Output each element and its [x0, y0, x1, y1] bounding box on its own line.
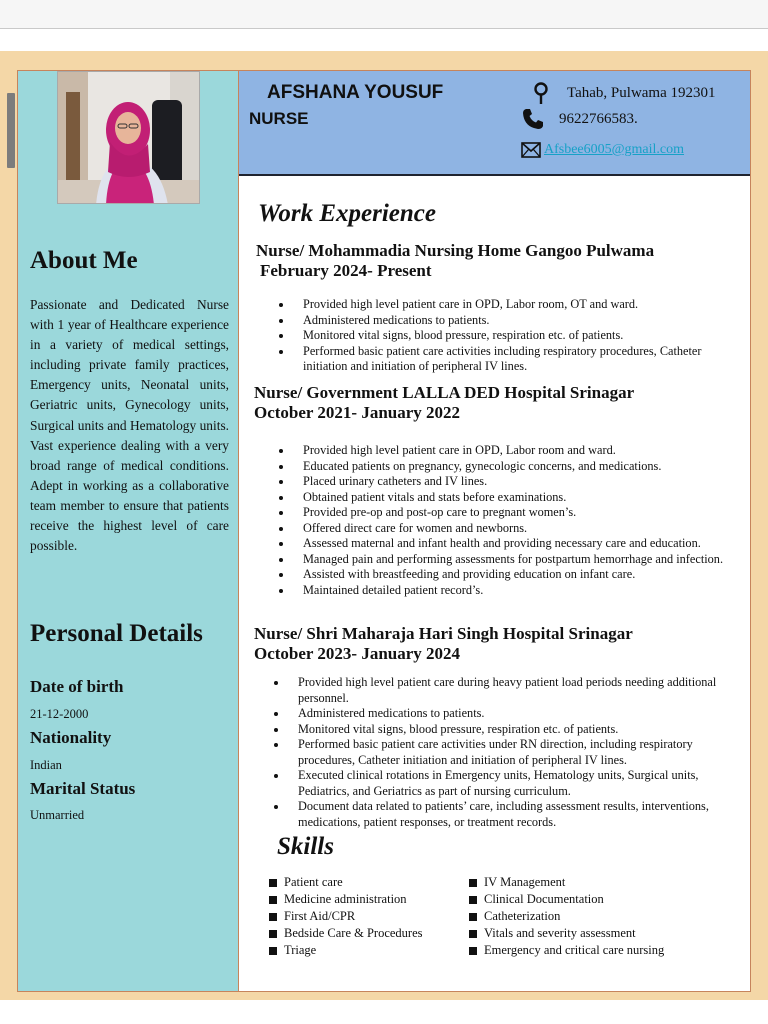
skill-item	[269, 908, 459, 925]
square-bullet-icon	[469, 879, 477, 887]
skill-label: Bedside Care & Procedures	[284, 926, 423, 940]
email-link[interactable]: Afsbee6005@gmail.com	[544, 142, 685, 157]
skill-label: Vitals and severity assessment	[484, 926, 636, 940]
list-item: Obtained patient vitals and stats before examinations.	[275, 490, 745, 506]
skill-item	[469, 925, 719, 942]
skills-heading: Skills	[277, 833, 334, 860]
list-item: Executed clinical rotations in Emergency units, Hematology units, Surgical units, Pediatrics, and Geriatrics as part of nursing curriculum.	[270, 768, 742, 799]
job-3-period: October 2023- January 2024	[254, 644, 461, 663]
list-item: Provided high level patient care during heavy patient load periods needing additional personnel.	[270, 675, 742, 706]
nationality-label: Nationality	[30, 728, 112, 747]
job-3-duties	[270, 675, 742, 830]
list-item: Provided pre-op and post-op care to pregnant women’s.	[275, 505, 745, 521]
marital-status-label: Marital Status	[30, 779, 136, 798]
square-bullet-icon	[269, 896, 277, 904]
phone-icon	[521, 107, 545, 131]
job-2-title: Nurse/ Government LALLA DED Hospital Srinagar	[254, 383, 635, 402]
job-1-period: February 2024- Present	[260, 261, 432, 280]
skill-item	[269, 891, 459, 908]
candidate-name: AFSHANA YOUSUF	[267, 82, 444, 103]
skill-item	[269, 925, 459, 942]
square-bullet-icon	[269, 913, 277, 921]
list-item: Provided high level patient care in OPD, Labor room and ward.	[275, 443, 745, 459]
about-text: Passionate and Dedicated Nurse with 1 year of Healthcare experience in a variety of medical settings, including private family practices, Emergency units, Neonatal units, Geriatric units, Gynecology units, Surgical units and Hematology units. Vast experience dealing with a very broad range of medical conditions. Adept in working as a collaborative team member to ensure that patients receive the highest level of care possible.	[30, 297, 229, 554]
list-item: Managed pain and performing assessments for postpartum hemorrhage and infection.	[275, 552, 745, 568]
skill-item	[469, 908, 719, 925]
job-1-title: Nurse/ Mohammadia Nursing Home Gangoo Pulwama	[256, 241, 655, 260]
skills-right-column	[469, 874, 719, 959]
square-bullet-icon	[269, 930, 277, 938]
job-1-duties	[275, 297, 745, 375]
list-item: Performed basic patient care activities including respiratory procedures, Catheter initiation and initiation of peripheral IV lines.	[275, 344, 745, 375]
skills-left-column	[269, 874, 459, 959]
candidate-role: NURSE	[249, 109, 309, 128]
square-bullet-icon	[269, 947, 277, 955]
list-item: Monitored vital signs, blood pressure, respiration etc. of patients.	[270, 722, 742, 738]
about-heading: About Me	[30, 247, 138, 274]
work-experience-heading: Work Experience	[258, 200, 436, 227]
job-2-duties	[275, 443, 745, 598]
list-item: Maintained detailed patient record’s.	[275, 583, 745, 599]
skill-item	[469, 874, 719, 891]
skill-label: Emergency and critical care nursing	[484, 943, 665, 957]
sidebar	[17, 70, 239, 992]
skill-label: Clinical Documentation	[484, 892, 604, 906]
phone-text: 9622766583.	[559, 110, 638, 127]
list-item: Administered medications to patients.	[270, 706, 742, 722]
address-text: Tahab, Pulwama 192301	[567, 84, 716, 101]
dob-value: 21-12-2000	[30, 707, 89, 721]
list-item: Document data related to patients’ care, including assessment results, interventions, medications, patient responses, or treatment records.	[270, 799, 742, 830]
job-2-period: October 2021- January 2022	[254, 403, 461, 422]
page-gap	[0, 29, 768, 51]
list-item: Placed urinary catheters and IV lines.	[275, 474, 745, 490]
list-item: Monitored vital signs, blood pressure, respiration etc. of patients.	[275, 328, 745, 344]
skill-label: Patient care	[284, 875, 343, 889]
list-item: Offered direct care for women and newborns.	[275, 521, 745, 537]
square-bullet-icon	[469, 947, 477, 955]
dob-label: Date of birth	[30, 677, 124, 696]
skill-item	[469, 891, 719, 908]
phone-row	[521, 107, 638, 131]
skill-label: Medicine administration	[284, 892, 407, 906]
list-item: Assessed maternal and infant health and providing necessary care and education.	[275, 536, 745, 552]
list-item: Provided high level patient care in OPD, Labor room, OT and ward.	[275, 297, 745, 313]
location-pin-icon	[529, 81, 553, 105]
skill-label: Catheterization	[484, 909, 561, 923]
square-bullet-icon	[469, 896, 477, 904]
list-item: Performed basic patient care activities under RN direction, including respiratory procedures, Catheter initiation and initiation of peripheral IV lines.	[270, 737, 742, 768]
marital-status-value: Unmarried	[30, 808, 85, 822]
skill-item	[269, 942, 459, 959]
top-toolbar-strip	[0, 0, 768, 29]
header-banner	[239, 71, 750, 176]
address-row	[529, 81, 716, 105]
personal-details-heading: Personal Details	[30, 620, 203, 647]
list-item: Assisted with breastfeeding and providing education on infant care.	[275, 567, 745, 583]
job-3-title: Nurse/ Shri Maharaja Hari Singh Hospital Srinagar	[254, 624, 633, 643]
skill-item	[269, 874, 459, 891]
main-content	[238, 70, 751, 992]
square-bullet-icon	[469, 913, 477, 921]
skill-item	[469, 942, 719, 959]
page-side-tab[interactable]	[7, 93, 15, 168]
square-bullet-icon	[269, 879, 277, 887]
envelope-icon	[521, 142, 541, 158]
nationality-value: Indian	[30, 758, 62, 772]
list-item: Administered medications to patients.	[275, 313, 745, 329]
list-item: Educated patients on pregnancy, gynecologic concerns, and medications.	[275, 459, 745, 475]
square-bullet-icon	[469, 930, 477, 938]
skill-label: Triage	[284, 943, 317, 957]
profile-photo	[57, 71, 200, 204]
profile-photo-illustration	[58, 72, 200, 204]
skill-label: First Aid/CPR	[284, 909, 356, 923]
email-row	[521, 142, 684, 158]
skill-label: IV Management	[484, 875, 566, 889]
